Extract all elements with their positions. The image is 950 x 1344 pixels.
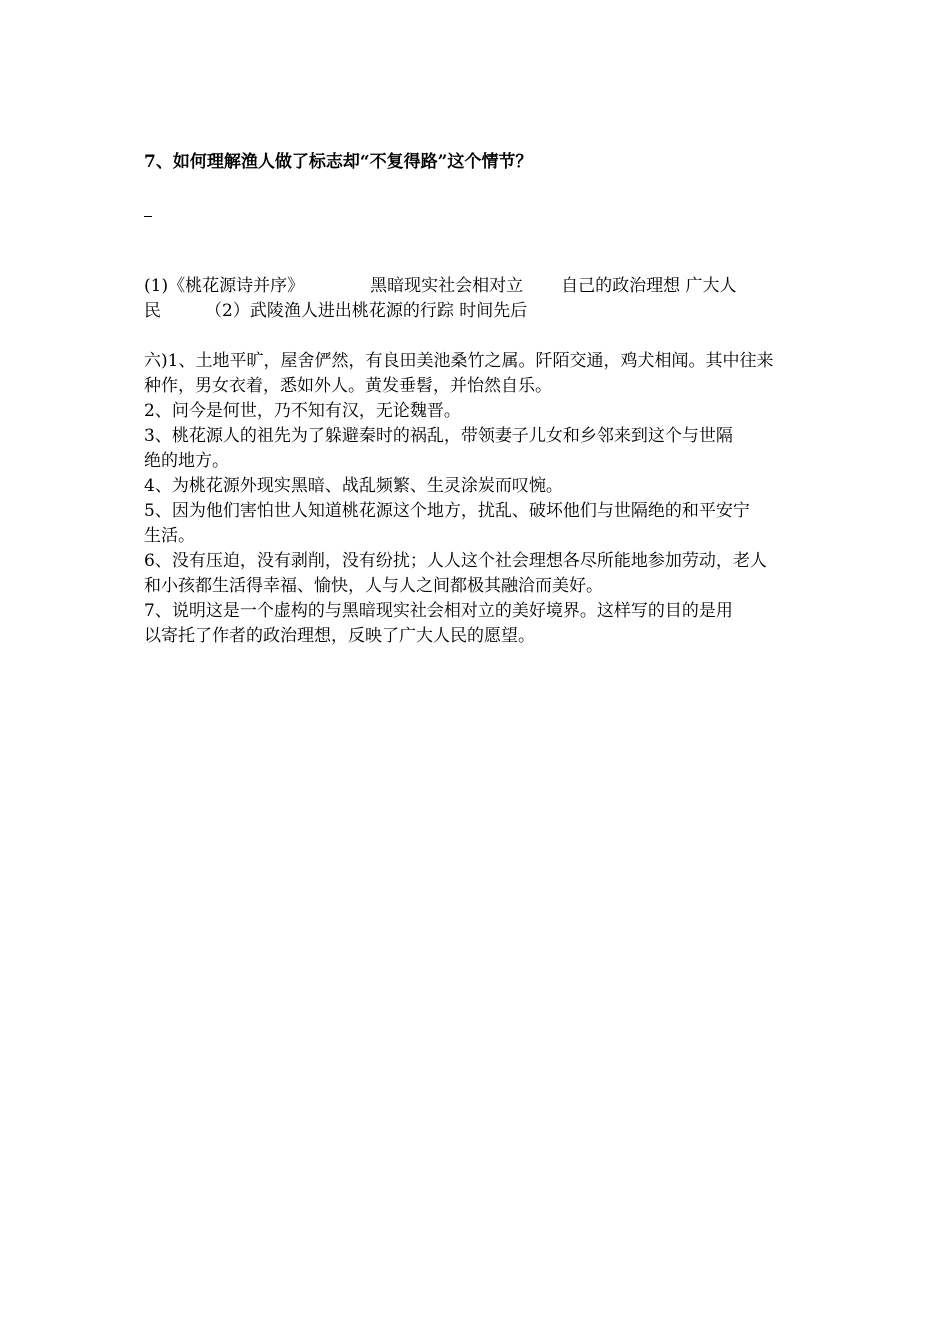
question-7: 7、如何理解渔人做了标志却“不复得路”这个情节？ (144, 152, 533, 172)
answer-6-line: 2、问今是何世，乃不知有汉，无论魏晋。 (144, 401, 461, 421)
answer-ideal: 自己的政治理想 广大人 (561, 276, 737, 296)
answer-contrast: 黑暗现实社会相对立 (370, 276, 524, 296)
answer-6-line: 5、因为他们害怕世人知道桃花源这个地方，扰乱、破坏他们与世隔绝的和平安宁 (144, 501, 750, 521)
answer-line-1 (144, 274, 814, 298)
answer-6-line: 绝的地方。 (144, 451, 229, 471)
answer-clue: （2）武陵渔人进出桃花源的行踪 时间先后 (205, 301, 528, 321)
answer-6-line: 和小孩都生活得幸福、愉快，人与人之间都极其融洽而美好。 (144, 576, 603, 596)
answer-blank-line (144, 216, 152, 217)
answer-6-line: 生活。 (144, 526, 195, 546)
answer-people: 民 (144, 301, 161, 321)
answer-6-line: 六)1、土地平旷，屋舍俨然，有良田美池桑竹之属。阡陌交通，鸡犬相闻。其中往来 (144, 351, 774, 371)
answer-6-line: 6、没有压迫，没有剥削，没有纷扰；人人这个社会理想各尽所能地参加劳动，老人 (144, 551, 767, 571)
answer-6-line: 种作，男女衣着，悉如外人。黄发垂髫，并怡然自乐。 (144, 376, 552, 396)
answer-6-line: 3、桃花源人的祖先为了躲避秦时的祸乱，带领妻子儿女和乡邻来到这个与世隔 (144, 426, 733, 446)
answer-6-line: 7、说明这是一个虚构的与黑暗现实社会相对立的美好境界。这样写的目的是用 (144, 601, 733, 621)
answer-title: (1)《桃花源诗并序》 (144, 276, 305, 296)
answer-line-2 (144, 299, 814, 323)
answer-6-line: 以寄托了作者的政治理想，反映了广大人民的愿望。 (144, 626, 535, 646)
answer-6-line: 4、为桃花源外现实黑暗、战乱频繁、生灵涂炭而叹惋。 (144, 476, 563, 496)
